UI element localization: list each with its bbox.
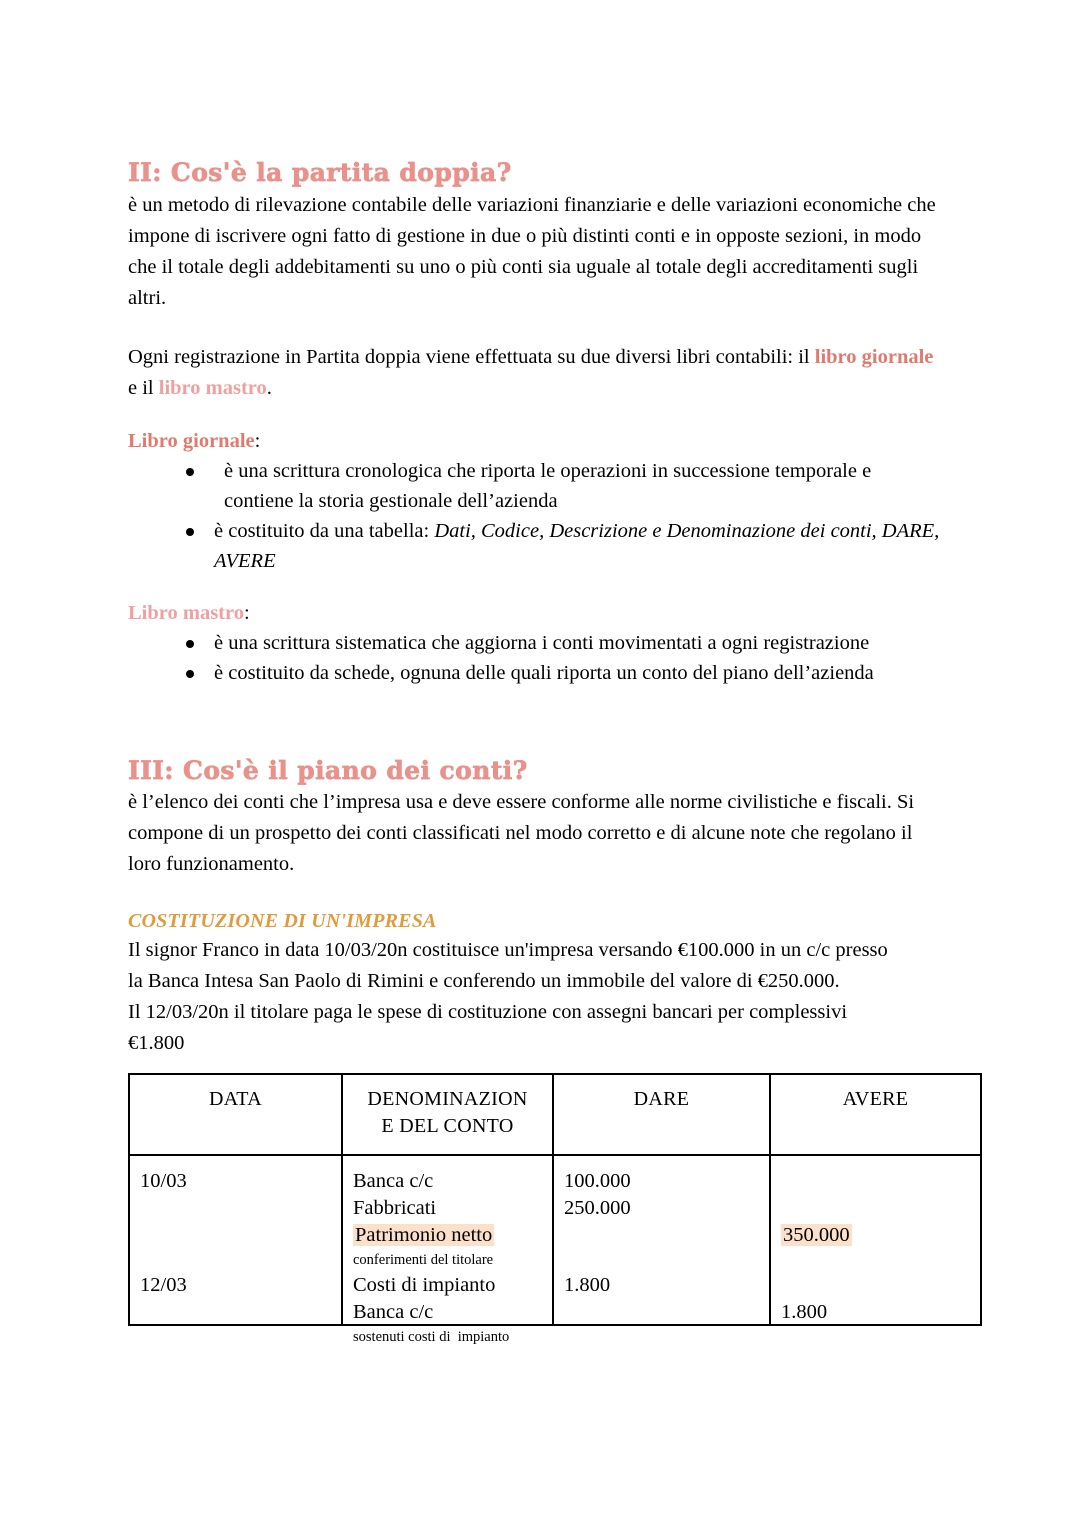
sublabel-libro-giornale <box>128 404 944 456</box>
list-item-text: è una scrittura sistematica che aggiorna i conti movimentati a ogni registrazione <box>214 631 870 654</box>
account-name-5: Banca c/c <box>353 1301 434 1323</box>
paragraph-libri-contabili <box>128 342 944 404</box>
bullet-list-libro-mastro <box>128 628 944 688</box>
cell-dare-column <box>553 1155 770 1325</box>
account-name-1: Banca c/c <box>353 1170 434 1192</box>
sublabel-libro-mastro-text: Libro mastro <box>128 601 244 624</box>
inline-term-libro-mastro: libro mastro <box>158 376 267 399</box>
column-header-denominazione <box>342 1074 553 1155</box>
ledger-table-body <box>129 1155 981 1345</box>
table-header-row <box>129 1074 981 1155</box>
cell-date-column <box>129 1155 342 1325</box>
list-item-text: è una scrittura cronologica che riporta le operazioni in successione temporale e contiene la storia gestionale dell’azienda <box>224 459 872 512</box>
paragraph-piano-dei-conti-definition: è l’elenco dei conti che l’impresa usa e deve essere conforme alle norme civilistiche e fiscali. Si compone di un prospetto dei conti classificati nel modo corretto e di alcune note che regolano il loro funzionamento. <box>128 791 915 875</box>
section-heading-piano-dei-conti: III: Cos'è il piano dei conti? <box>128 755 528 785</box>
highlight-350000: 350.000 <box>783 1224 850 1246</box>
sublabel-libro-mastro <box>128 576 944 628</box>
account-name-2: Fabbricati <box>353 1197 437 1219</box>
account-name-3-highlighted <box>353 1222 552 1249</box>
list-item <box>186 456 944 516</box>
avere-value-1-highlighted <box>781 1222 980 1249</box>
bullet-list-libro-giornale <box>128 456 944 576</box>
ledger-table-head <box>129 1074 981 1155</box>
ledger-table-container <box>128 1059 944 1345</box>
list-item <box>186 658 944 688</box>
account-note-2: sostenuti costi di impianto <box>353 1329 510 1345</box>
inline-term-libro-giornale: libro giornale <box>814 345 934 368</box>
highlight-patrimonio-netto: Patrimonio netto <box>355 1224 493 1246</box>
cell-avere-column <box>770 1155 981 1325</box>
sublabel-libro-mastro-colon: : <box>243 601 250 624</box>
paragraph-trailing-period: . <box>266 376 272 399</box>
column-header-data: DATA <box>129 1074 342 1155</box>
subheading-costituzione-impresa: COSTITUZIONE DI UN'IMPRESA <box>128 910 437 932</box>
paragraph-exercise-statement <box>128 935 944 1059</box>
list-item-text: è costituito da una tabella: <box>214 519 435 542</box>
paragraph-middle-text: e il <box>128 376 159 399</box>
dare-value-2: 250.000 <box>564 1197 631 1219</box>
list-item <box>186 516 944 576</box>
avere-value-2: 1.800 <box>781 1301 828 1323</box>
sublabel-libro-giornale-colon: : <box>254 429 261 452</box>
exercise-line-4: €1.800 <box>128 1032 185 1054</box>
column-header-dare: DARE <box>553 1074 770 1155</box>
exercise-line-3: Il 12/03/20n il titolare paga le spese di costituzione con assegni bancari per complessivi <box>128 1001 848 1023</box>
dare-value-3: 1.800 <box>564 1274 611 1296</box>
exercise-line-1: Il signor Franco in data 10/03/20n costituisce un'impresa versando €100.000 in un c/c presso <box>128 939 888 961</box>
list-item <box>186 628 944 658</box>
date-value-2: 12/03 <box>140 1274 187 1296</box>
list-item-text: è costituito da schede, ognuna delle quali riporta un conto del piano dell’azienda <box>214 661 874 684</box>
column-header-denominazione-line2: E DEL CONTO <box>381 1115 514 1137</box>
sublabel-libro-giornale-text: Libro giornale <box>128 429 255 452</box>
cell-denominazione-column <box>342 1155 553 1345</box>
account-note-1: conferimenti del titolare <box>353 1252 494 1268</box>
cell-avere-content <box>771 1156 980 1324</box>
cell-dare-content <box>554 1156 769 1324</box>
table-row <box>129 1155 981 1325</box>
column-header-denominazione-line1: DENOMINAZION <box>367 1088 528 1110</box>
paragraph-partita-doppia-definition: è un metodo di rilevazione contabile delle variazioni finanziarie e delle variazioni economiche che impone di iscrivere ogni fatto di gestione in due o più distinti conti e in opposte sezioni, in modo che il totale degli addebitamenti su uno o più conti sia uguale al totale degli accreditamenti sugli altri. <box>128 193 936 309</box>
list-item-italic-text: Dati, Codice, Descrizione e Denominazione dei conti, DARE, AVERE <box>214 519 940 572</box>
exercise-line-2: la Banca Intesa San Paolo di Rimini e conferendo un immobile del valore di €250.000. <box>128 970 840 992</box>
cell-denominazione-content <box>343 1156 552 1345</box>
cell-date-content <box>130 1156 341 1324</box>
dare-value-1: 100.000 <box>564 1170 631 1192</box>
ledger-table <box>128 1073 982 1345</box>
account-name-4: Costi di impianto <box>353 1274 496 1296</box>
column-header-avere: AVERE <box>770 1074 981 1155</box>
paragraph-lead-text: Ogni registrazione in Partita doppia viene effettuata su due diversi libri contabili: il <box>128 345 815 368</box>
section-heading-partita-doppia: II: Cos'è la partita doppia? <box>128 158 512 187</box>
date-value-1: 10/03 <box>140 1170 187 1192</box>
document-page <box>128 0 944 1345</box>
